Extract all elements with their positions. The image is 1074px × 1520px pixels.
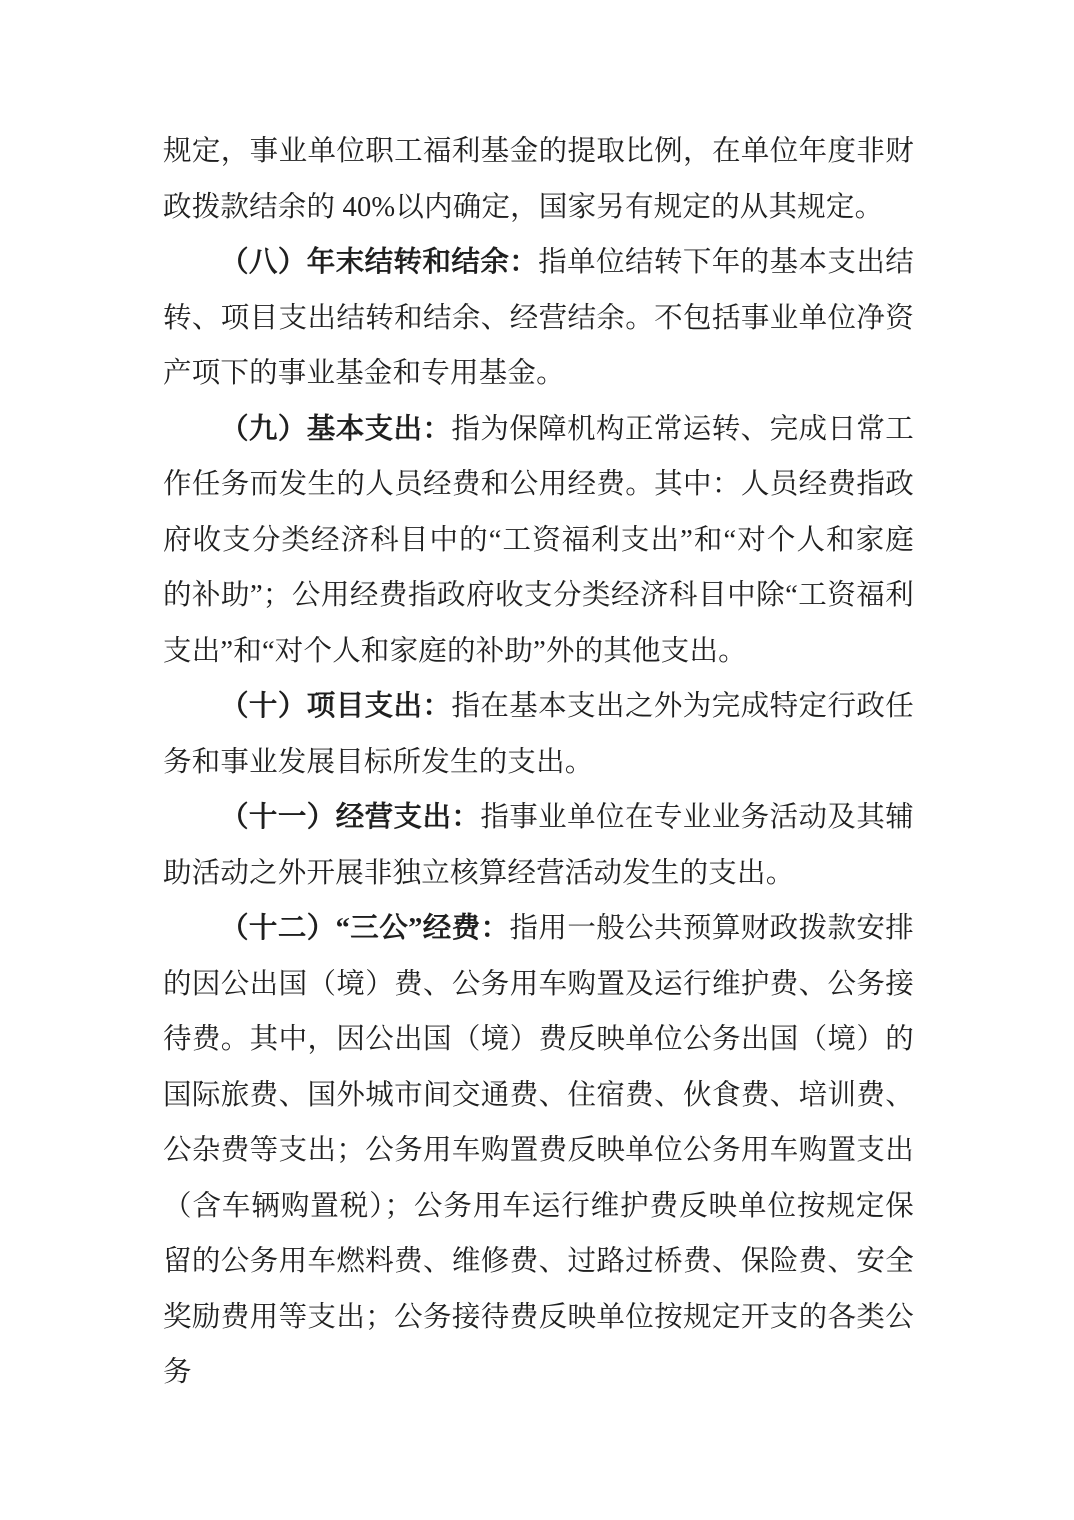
paragraph-section-10 bbox=[163, 679, 914, 790]
paragraph-lead: （十二）“三公”经费： bbox=[220, 913, 510, 944]
paragraph-lead: （八）年末结转和结余： bbox=[220, 247, 539, 278]
paragraph-section-11 bbox=[163, 790, 914, 901]
paragraph-text: 指单位结转下年的基本支出结转、项目支出结转和结余、经营结余。不包括事业单位净资产项下的事业基金和专用基金。 bbox=[163, 247, 914, 389]
paragraph-section-8 bbox=[163, 235, 914, 402]
paragraph-text: 规定，事业单位职工福利基金的提取比例，在单位年度非财政拨款结余的 40%以内确定，国家另有规定的从其规定。 bbox=[163, 136, 914, 223]
paragraph-text: 指在基本支出之外为完成特定行政任务和事业发展目标所发生的支出。 bbox=[163, 691, 914, 778]
paragraph-text: 指事业单位在专业业务活动及其辅助活动之外开展非独立核算经营活动发生的支出。 bbox=[163, 802, 914, 889]
paragraph-section-12 bbox=[163, 901, 914, 1401]
paragraph-section-9 bbox=[163, 402, 914, 680]
paragraph-continuation bbox=[163, 124, 914, 235]
paragraph-lead: （十）项目支出： bbox=[220, 691, 452, 722]
paragraph-lead: （十一）经营支出： bbox=[220, 802, 481, 833]
paragraph-text: 指用一般公共预算财政拨款安排的因公出国（境）费、公务用车购置及运行维护费、公务接待费。其中，因公出国（境）费反映单位公务出国（境）的国际旅费、国外城市间交通费、住宿费、伙食费、培训费、公杂费等支出；公务用车购置费反映单位公务用车购置支出（含车辆购置税）；公务用车运行维护费反映单位按规定保留的公务用车燃料费、维修费、过路过桥费、保险费、安全奖励费用等支出；公务接待费反映单位按规定开支的各类公务 bbox=[163, 913, 915, 1388]
paragraph-lead: （九）基本支出： bbox=[220, 413, 452, 445]
paragraph-text: 指为保障机构正常运转、完成日常工作任务而发生的人员经费和公用经费。其中：人员经费指政府收支分类经济科目中的“工资福利支出”和“对个人和家庭的补助”；公用经费指政府收支分类经济科目中除“工资福利支出”和“对个人和家庭的补助”外的其他支出。 bbox=[163, 413, 914, 667]
